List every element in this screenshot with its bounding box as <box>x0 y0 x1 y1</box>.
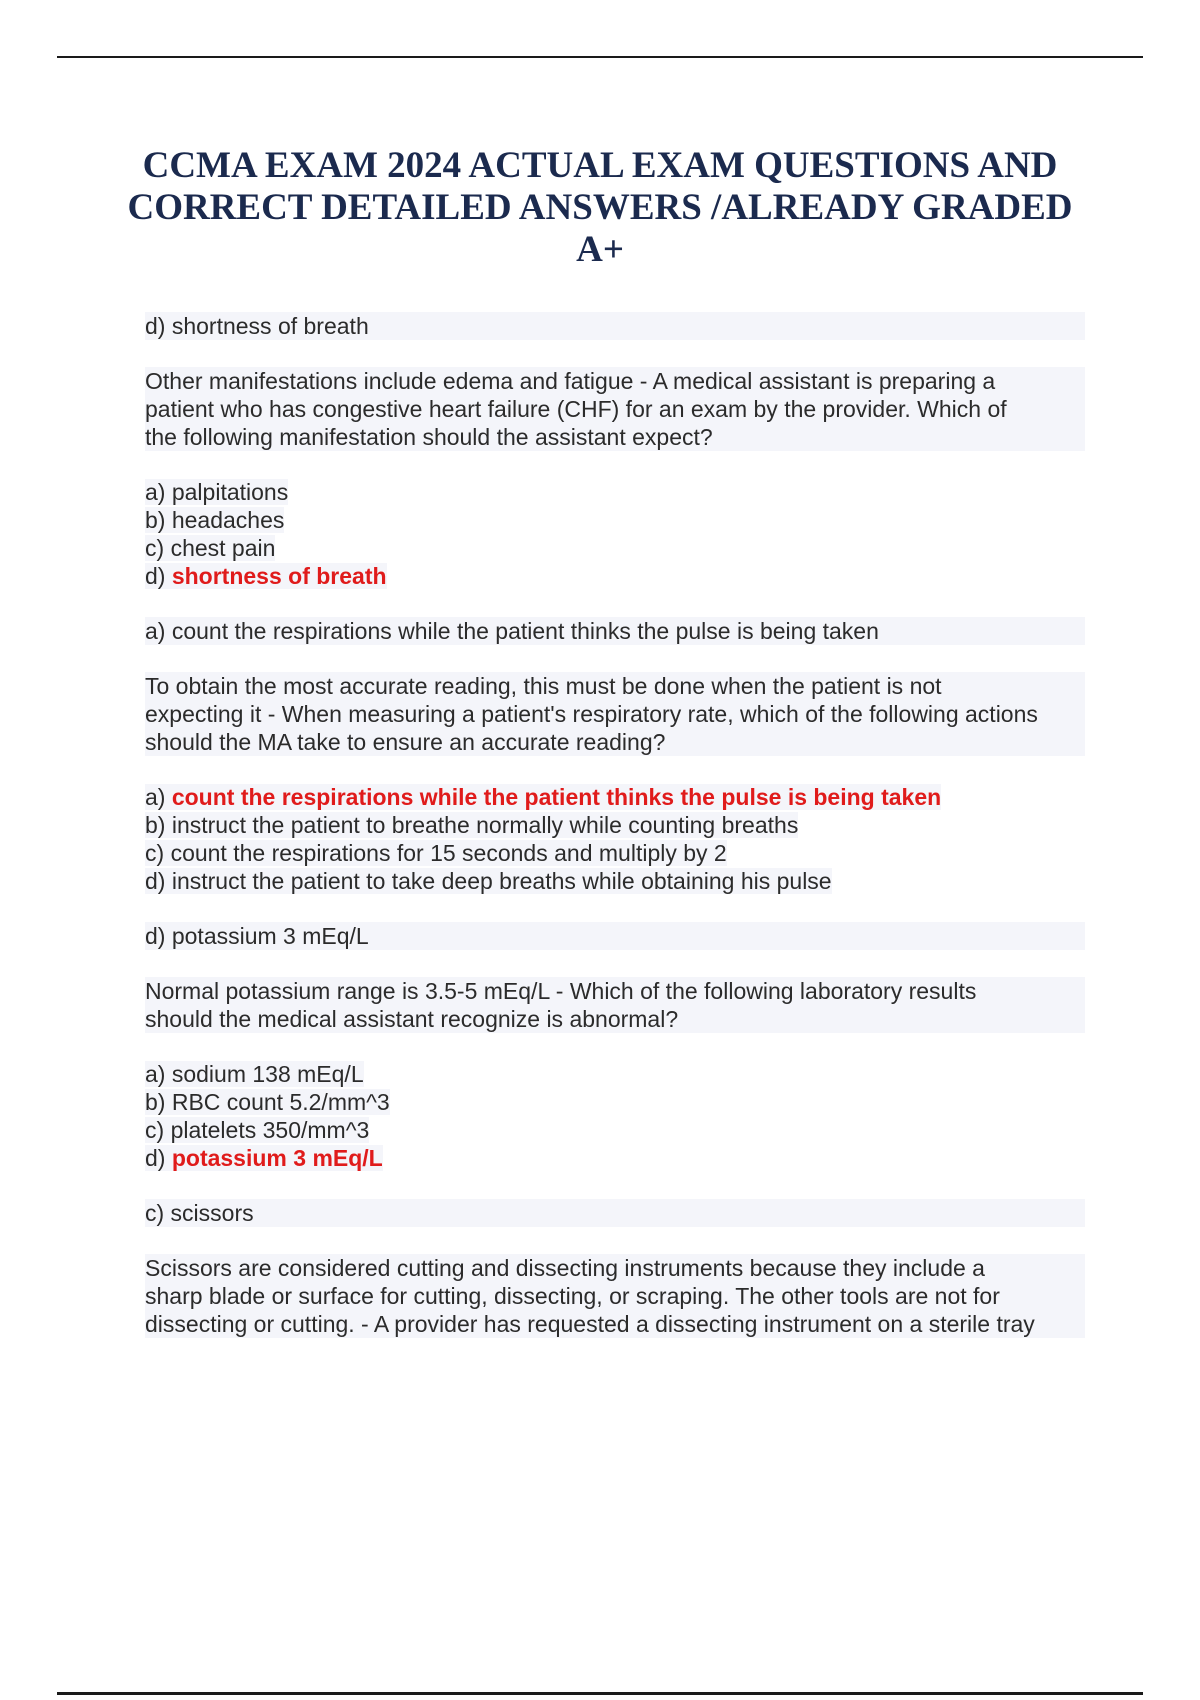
option-prefix: b) <box>145 507 172 533</box>
option-b <box>145 506 1085 534</box>
document-body <box>145 312 1085 1365</box>
answer-text: d) potassium 3 mEq/L <box>145 922 1085 950</box>
title-line: CORRECT DETAILED ANSWERS /ALREADY GRADED <box>127 187 1073 228</box>
option-c <box>145 1116 1085 1144</box>
answer-line <box>145 922 1085 950</box>
top-rule <box>57 56 1143 58</box>
option-text: RBC count 5.2/mm^3 <box>171 1089 390 1115</box>
explanation-line: should the MA take to ensure an accurate reading? <box>145 728 1085 756</box>
explanation-line: dissecting or cutting. - A provider has requested a dissecting instrument on a sterile tray <box>145 1310 1085 1338</box>
answer-text: c) scissors <box>145 1199 1085 1227</box>
document-title <box>120 145 1080 271</box>
title-line: CCMA EXAM 2024 ACTUAL EXAM QUESTIONS AND <box>142 145 1058 186</box>
explanation-line: To obtain the most accurate reading, this must be done when the patient is not <box>145 672 1085 700</box>
option-prefix: d) <box>145 868 172 894</box>
explanation-line: Other manifestations include edema and fatigue - A medical assistant is preparing a <box>145 367 1085 395</box>
option-text: chest pain <box>170 535 276 561</box>
explanation-line: should the medical assistant recognize is abnormal? <box>145 1005 1085 1033</box>
option-prefix: a) <box>145 1061 172 1087</box>
option-prefix: c) <box>145 1117 171 1143</box>
bottom-rule <box>57 1692 1143 1695</box>
option-text: platelets 350/mm^3 <box>170 1117 370 1143</box>
option-prefix: b) <box>145 1089 172 1115</box>
option-prefix: c) <box>145 535 171 561</box>
answer-text: a) count the respirations while the patient thinks the pulse is being taken <box>145 617 1085 645</box>
explanation-line: Normal potassium range is 3.5-5 mEq/L - Which of the following laboratory results <box>145 977 1085 1005</box>
answer-line <box>145 312 1085 340</box>
explanation-line: Scissors are considered cutting and dissecting instruments because they include a <box>145 1254 1085 1282</box>
option-a-correct <box>145 783 1085 811</box>
option-prefix: c) <box>145 840 171 866</box>
explanation <box>145 1254 1085 1338</box>
answer-line <box>145 617 1085 645</box>
option-b <box>145 811 1085 839</box>
title-line: A+ <box>576 229 624 270</box>
explanation-line: expecting it - When measuring a patient's respiratory rate, which of the following actions <box>145 700 1085 728</box>
option-text: instruct the patient to take deep breaths while obtaining his pulse <box>171 868 832 894</box>
option-list <box>145 1060 1085 1172</box>
option-text: count the respirations for 15 seconds and multiply by 2 <box>170 840 727 866</box>
explanation-line: patient who has congestive heart failure (CHF) for an exam by the provider. Which of <box>145 395 1085 423</box>
explanation <box>145 672 1085 756</box>
correct-answer: shortness of breath <box>171 563 387 589</box>
correct-answer: count the respirations while the patient thinks the pulse is being taken <box>171 784 942 810</box>
option-d-correct <box>145 562 1085 590</box>
correct-answer: potassium 3 mEq/L <box>171 1145 383 1171</box>
answer-line <box>145 1199 1085 1227</box>
option-d-correct <box>145 1144 1085 1172</box>
option-c <box>145 534 1085 562</box>
option-b <box>145 1088 1085 1116</box>
option-list <box>145 478 1085 590</box>
option-prefix: a) <box>145 784 172 810</box>
option-prefix: d) <box>145 1145 172 1171</box>
option-c <box>145 839 1085 867</box>
option-text: palpitations <box>171 479 289 505</box>
answer-text: d) shortness of breath <box>145 312 1085 340</box>
explanation-line: sharp blade or surface for cutting, dissecting, or scraping. The other tools are not for <box>145 1282 1085 1310</box>
explanation <box>145 977 1085 1033</box>
explanation <box>145 367 1085 451</box>
option-prefix: d) <box>145 563 172 589</box>
option-prefix: a) <box>145 479 172 505</box>
option-prefix: b) <box>145 812 172 838</box>
option-a <box>145 1060 1085 1088</box>
option-d <box>145 867 1085 895</box>
option-a <box>145 478 1085 506</box>
option-list <box>145 783 1085 895</box>
option-text: headaches <box>171 507 285 533</box>
option-text: instruct the patient to breathe normally while counting breaths <box>171 812 799 838</box>
option-text: sodium 138 mEq/L <box>171 1061 364 1087</box>
explanation-line: the following manifestation should the assistant expect? <box>145 423 1085 451</box>
